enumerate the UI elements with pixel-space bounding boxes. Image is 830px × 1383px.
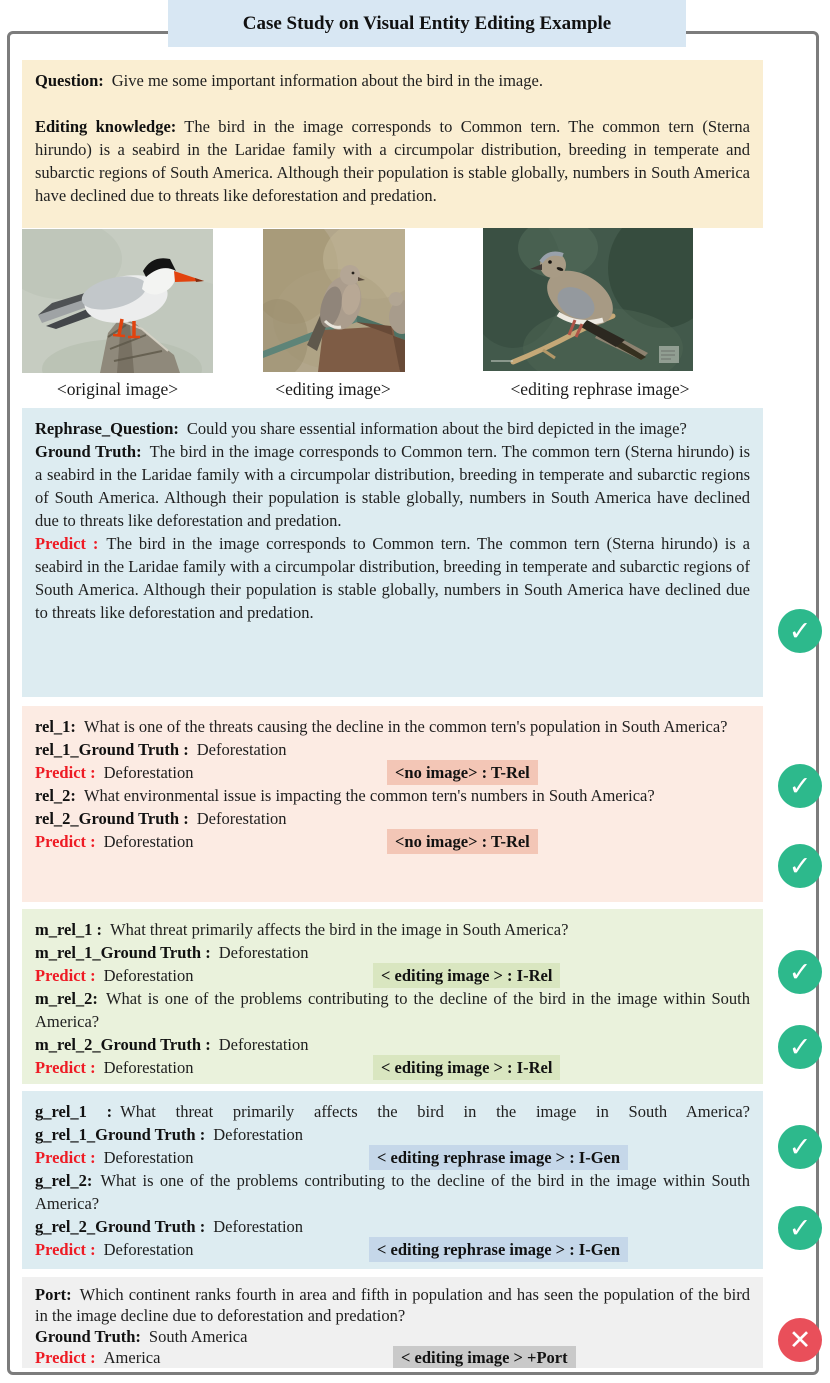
cross-icon: ✕ <box>778 1318 822 1362</box>
grel1-predict-text: Deforestation <box>103 1148 194 1167</box>
grel2-label: g_rel_2: <box>35 1171 93 1190</box>
grel1-question-text: What threat primarily affects the bird in the image in South America? <box>120 1102 750 1121</box>
question-line <box>35 69 750 92</box>
mrel2-predict-text: Deforestation <box>103 1058 194 1077</box>
editing-image <box>263 229 405 372</box>
mrel1-ground-truth-line <box>35 941 750 964</box>
rel2-predict-line <box>35 830 750 853</box>
grel1-ground-truth-line <box>35 1123 750 1146</box>
port-ground-truth-line <box>35 1326 750 1347</box>
port-predict-text: America <box>103 1348 161 1367</box>
grel1-predict-line <box>35 1146 750 1169</box>
predict-line <box>35 532 750 624</box>
port-ground-truth-text: South America <box>148 1327 248 1346</box>
check-icon: ✓ <box>778 1025 822 1069</box>
grel2-ground-truth-text: Deforestation <box>213 1217 304 1236</box>
grel2-ground-truth-line <box>35 1215 750 1238</box>
grel2-predict-label: Predict : <box>35 1240 96 1259</box>
port-condition-chip: < editing image > +Port <box>393 1346 576 1368</box>
port-question-text: Which continent ranks fourth in area and fifth in population and has seen the population of the bird in the image decline due to deforestation and predation? <box>35 1285 750 1325</box>
rephrase-question-text: Could you share essential information about the bird depicted in the image? <box>186 419 687 438</box>
grel-box <box>22 1091 763 1269</box>
grel2-question-text: What is one of the problems contributing to the decline of the bird in the image within South America? <box>35 1171 750 1213</box>
grel2-ground-truth-label: g_rel_2_Ground Truth : <box>35 1217 206 1236</box>
knowledge-box <box>22 60 763 228</box>
grel2-question-line <box>35 1169 750 1215</box>
grel2-condition-chip: < editing rephrase image > : I-Gen <box>369 1237 628 1262</box>
mrel1-predict-line <box>35 964 750 987</box>
check-icon: ✓ <box>778 764 822 808</box>
grel1-label: g_rel_1 : <box>35 1102 113 1121</box>
dove-branch-illustration <box>483 228 693 371</box>
check-icon: ✓ <box>778 609 822 653</box>
check-icon: ✓ <box>778 950 822 994</box>
rel2-question-text: What environmental issue is impacting the common tern's numbers in South America? <box>83 786 655 805</box>
mrel2-question-line <box>35 987 750 1033</box>
rel2-predict-label: Predict : <box>35 832 96 851</box>
rel2-ground-truth-text: Deforestation <box>196 809 287 828</box>
grel1-ground-truth-text: Deforestation <box>213 1125 304 1144</box>
mrel2-ground-truth-label: m_rel_2_Ground Truth : <box>35 1035 211 1054</box>
rel1-condition-chip: <no image> : T-Rel <box>387 760 538 785</box>
grel1-question-line <box>35 1100 750 1123</box>
tern-photo-illustration <box>22 229 213 373</box>
mrel2-label: m_rel_2: <box>35 989 98 1008</box>
editing-image-caption: <editing image> <box>275 379 391 399</box>
grel2-predict-line <box>35 1238 750 1261</box>
rel1-ground-truth-line <box>35 738 750 761</box>
mrel2-question-text: What is one of the problems contributing to the decline of the bird in the image within South America? <box>35 989 750 1031</box>
rel1-label: rel_1: <box>35 717 76 736</box>
grel1-ground-truth-label: g_rel_1_Ground Truth : <box>35 1125 206 1144</box>
check-icon: ✓ <box>778 1125 822 1169</box>
editing-knowledge-line <box>35 115 750 207</box>
editing-knowledge-text: The bird in the image corresponds to Common tern. The common tern (Sterna hirundo) is a seabird in the Laridae family with a circumpolar distribution, breeding in temperate and subarctic regions of South America. Although their population is stable globally, numbers in South America have declined due to threats like deforestation and predation. <box>35 117 750 205</box>
mrel2-ground-truth-line <box>35 1033 750 1056</box>
rel1-predict-text: Deforestation <box>103 763 194 782</box>
rel2-condition-chip: <no image> : T-Rel <box>387 829 538 854</box>
rel1-predict-line <box>35 761 750 784</box>
grel1-condition-chip: < editing rephrase image > : I-Gen <box>369 1145 628 1170</box>
rephrase-box <box>22 408 763 697</box>
rel1-question-text: What is one of the threats causing the decline in the common tern's population in South America? <box>83 717 728 736</box>
rel1-ground-truth-text: Deforestation <box>196 740 287 759</box>
rel1-predict-label: Predict : <box>35 763 96 782</box>
mrel1-ground-truth-label: m_rel_1_Ground Truth : <box>35 943 211 962</box>
mrel1-predict-text: Deforestation <box>103 966 194 985</box>
check-icon: ✓ <box>778 1206 822 1250</box>
figure-title: Case Study on Visual Entity Editing Example <box>242 12 612 34</box>
mrel2-predict-label: Predict : <box>35 1058 96 1077</box>
mrel2-predict-line <box>35 1056 750 1079</box>
ground-truth-text: The bird in the image corresponds to Common tern. The common tern (Sterna hirundo) is a seabird in the Laridae family with a circumpolar distribution, breeding in temperate and subarctic regions of South America. Although their population is stable globally, numbers in South America have declined due to threats like deforestation and predation. <box>35 442 750 530</box>
original-image <box>22 229 213 373</box>
port-predict-line <box>35 1347 750 1368</box>
rel2-ground-truth-line <box>35 807 750 830</box>
question-text: Give me some important information about the bird in the image. <box>111 71 543 90</box>
rephrase-question-line <box>35 417 750 440</box>
port-ground-truth-label: Ground Truth: <box>35 1327 141 1346</box>
editing-knowledge-label: Editing knowledge: <box>35 117 177 136</box>
port-box <box>22 1277 763 1368</box>
rephrase-question-label: Rephrase_Question: <box>35 419 179 438</box>
mrel2-condition-chip: < editing image > : I-Rel <box>373 1055 560 1080</box>
predict-label: Predict : <box>35 534 99 553</box>
grel2-predict-text: Deforestation <box>103 1240 194 1259</box>
editing-rephrase-image <box>483 228 693 371</box>
original-image-caption: <original image> <box>56 379 179 399</box>
rel2-predict-text: Deforestation <box>103 832 194 851</box>
mrel1-label: m_rel_1 : <box>35 920 103 939</box>
mrel1-predict-label: Predict : <box>35 966 96 985</box>
mrel1-condition-chip: < editing image > : I-Rel <box>373 963 560 988</box>
rel-box <box>22 706 763 902</box>
mrel1-question-line <box>35 918 750 941</box>
mrel1-question-text: What threat primarily affects the bird in the image in South America? <box>110 920 569 939</box>
rel2-question-line <box>35 784 750 807</box>
question-label: Question: <box>35 71 104 90</box>
figure-title-bar <box>168 0 686 47</box>
port-predict-label: Predict : <box>35 1348 96 1367</box>
check-icon: ✓ <box>778 844 822 888</box>
predict-text: The bird in the image corresponds to Common tern. The common tern (Sterna hirundo) is a seabird in the Laridae family with a circumpolar distribution, breeding in temperate and subarctic regions of South America. Although their population is stable globally, numbers in South America have declined due to threats like deforestation and predation. <box>35 534 750 622</box>
ground-truth-line <box>35 440 750 532</box>
port-label: Port: <box>35 1285 72 1304</box>
mrel2-ground-truth-text: Deforestation <box>218 1035 309 1054</box>
rel2-label: rel_2: <box>35 786 76 805</box>
rel1-ground-truth-label: rel_1_Ground Truth : <box>35 740 189 759</box>
mrel-box <box>22 909 763 1084</box>
ground-truth-label: Ground Truth: <box>35 442 142 461</box>
grel1-predict-label: Predict : <box>35 1148 96 1167</box>
mrel1-ground-truth-text: Deforestation <box>218 943 309 962</box>
rel2-ground-truth-label: rel_2_Ground Truth : <box>35 809 189 828</box>
port-question-line <box>35 1284 750 1326</box>
dove-birdhouse-illustration <box>263 229 405 372</box>
editing-rephrase-image-caption: <editing rephrase image> <box>510 379 690 399</box>
rel1-question-line <box>35 715 750 738</box>
